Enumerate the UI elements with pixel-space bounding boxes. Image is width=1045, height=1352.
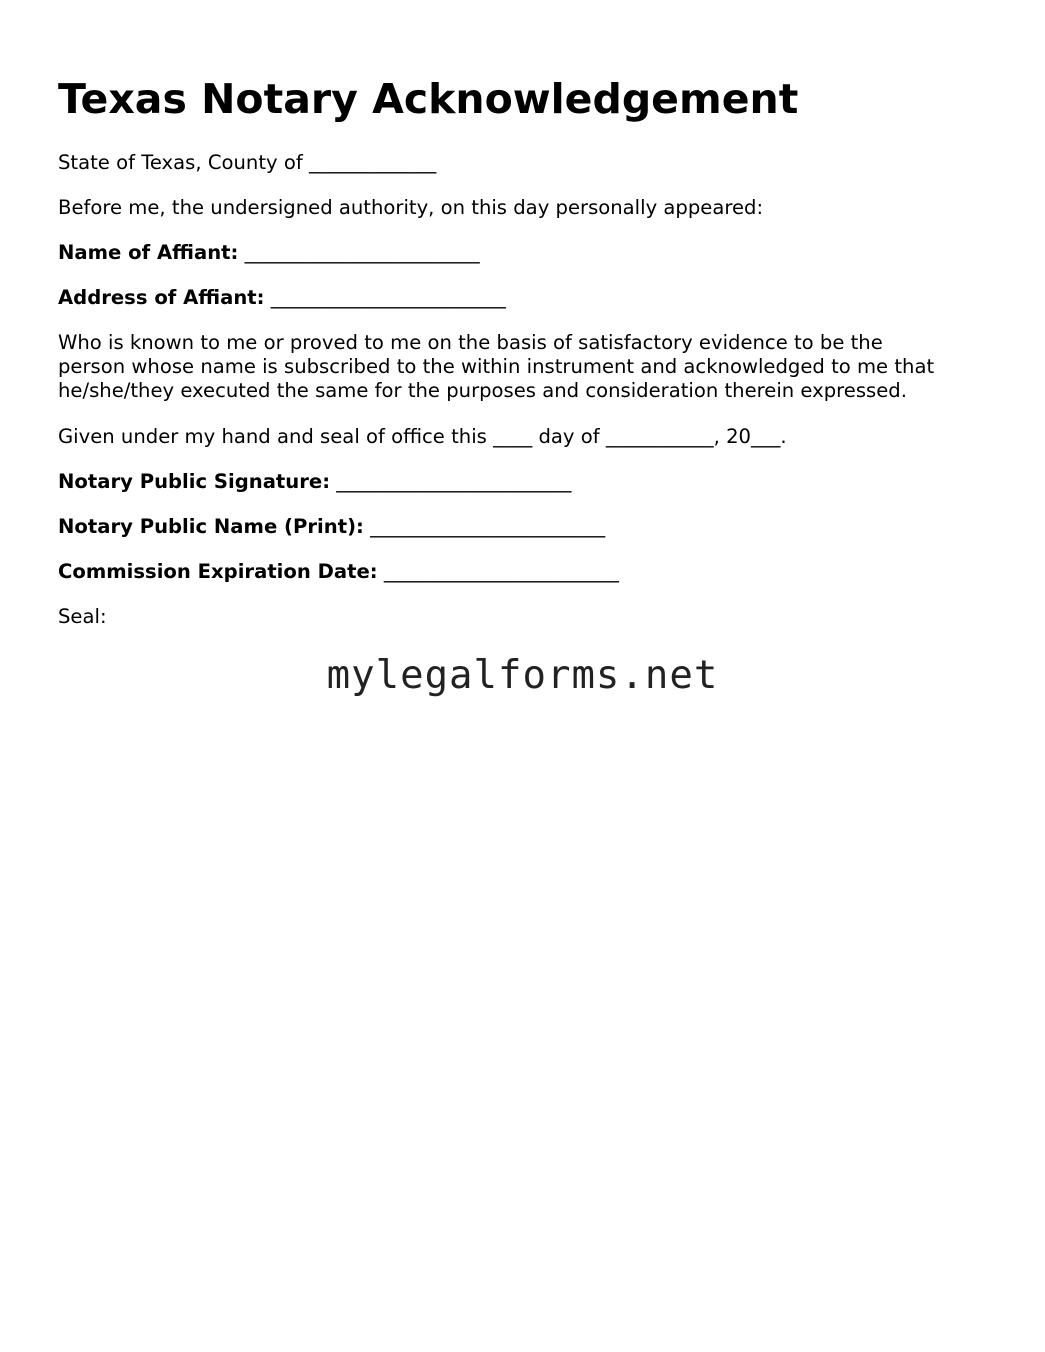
affiant-address-field (58, 286, 506, 310)
notary-signature-blank: ________________________ (336, 470, 572, 493)
notary-signature-field (58, 470, 571, 494)
notary-name-blank: ________________________ (370, 515, 606, 538)
page-title: Texas Notary Acknowledgement (58, 75, 799, 123)
given-under-hand-line: Given under my hand and seal of office this ____ day of ___________, 20___. (58, 425, 787, 448)
statement-line: he/she/they executed the same for the purposes and consideration therein expressed. (58, 379, 907, 402)
commission-expiration-field (58, 560, 619, 584)
statement-line: person whose name is subscribed to the within instrument and acknowledged to me that (58, 355, 935, 378)
seal-label: Seal: (58, 605, 107, 628)
affiant-name-label: Name of Affiant: (58, 241, 239, 264)
affiant-address-blank: ________________________ (270, 286, 506, 309)
affiant-name-field (58, 241, 480, 265)
notary-name-field (58, 515, 605, 539)
statement-line: Who is known to me or proved to me on the basis of satisfactory evidence to be the (58, 331, 883, 354)
notary-signature-label: Notary Public Signature: (58, 470, 331, 493)
affiant-name-blank: ________________________ (244, 241, 480, 264)
affiant-address-label: Address of Affiant: (58, 286, 265, 309)
before-me-text: Before me, the undersigned authority, on this day personally appeared: (58, 196, 764, 219)
commission-expiration-blank: ________________________ (383, 560, 619, 583)
watermark-text: mylegalforms.net (326, 653, 719, 698)
notary-name-label: Notary Public Name (Print): (58, 515, 364, 538)
county-line: State of Texas, County of _____________ (58, 151, 437, 174)
statement-paragraph (58, 331, 988, 403)
commission-expiration-label: Commission Expiration Date: (58, 560, 378, 583)
